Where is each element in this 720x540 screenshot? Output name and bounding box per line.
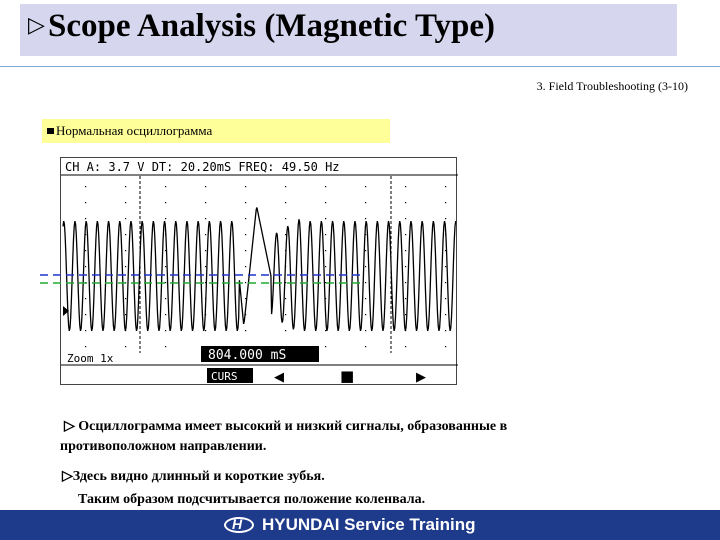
grid-dot xyxy=(445,298,446,299)
note-1-text-a: Осциллограмма имеет высокий и низкий сигналы, образованные в xyxy=(78,419,508,434)
grid-dot xyxy=(365,186,366,187)
stop-icon[interactable]: ■ xyxy=(340,367,355,385)
grid-dot xyxy=(325,234,326,235)
grid-dot xyxy=(325,250,326,251)
grid-dot xyxy=(445,266,446,267)
grid-dot xyxy=(285,330,286,331)
grid-dot xyxy=(85,346,86,347)
grid-dot xyxy=(365,346,366,347)
note-2-text: Здесь видно длинный и короткие зубья. xyxy=(72,469,325,484)
grid-dot xyxy=(165,282,166,283)
square-bullet-icon xyxy=(47,128,54,134)
curs-softkey-label: CURS xyxy=(211,370,238,383)
grid-dot xyxy=(165,202,166,203)
grid-dot xyxy=(285,314,286,315)
play-triangle-icon: ▷ xyxy=(28,13,45,38)
grid-dot xyxy=(245,266,246,267)
grid-dot xyxy=(125,218,126,219)
grid-dot xyxy=(445,346,446,347)
grid-dot xyxy=(365,298,366,299)
grid-dot xyxy=(165,218,166,219)
grid-dot xyxy=(285,218,286,219)
grid-dot xyxy=(405,186,406,187)
grid-dot xyxy=(365,266,366,267)
grid-dot xyxy=(85,282,86,283)
grid-dot xyxy=(245,298,246,299)
grid-dot xyxy=(285,298,286,299)
grid-dot xyxy=(205,186,206,187)
grid-dot xyxy=(205,218,206,219)
grid-dot xyxy=(165,266,166,267)
grid-dot xyxy=(365,218,366,219)
grid-dot xyxy=(405,314,406,315)
note-3: Таким образом подсчитывается положение коленвала. xyxy=(78,492,426,507)
note-2 xyxy=(62,468,325,485)
title-bar xyxy=(20,4,677,56)
oscilloscope-waveform xyxy=(61,158,458,386)
grid-dot xyxy=(165,346,166,347)
grid-dot xyxy=(85,202,86,203)
grid-dot xyxy=(325,330,326,331)
grid-dot xyxy=(365,314,366,315)
grid-dot xyxy=(85,250,86,251)
section-label: Нормальная осциллограмма xyxy=(56,123,213,138)
grid-dot xyxy=(205,250,206,251)
grid-dot xyxy=(405,218,406,219)
grid-dot xyxy=(445,330,446,331)
grid-dot xyxy=(325,346,326,347)
grid-dot xyxy=(245,330,246,331)
hyundai-logo-icon xyxy=(224,517,254,533)
grid-dot xyxy=(85,298,86,299)
grid-dot xyxy=(365,330,366,331)
grid-dot xyxy=(325,218,326,219)
grid-dot xyxy=(245,282,246,283)
grid-dot xyxy=(325,202,326,203)
note-1-text-b: противоположном направлении. xyxy=(60,439,267,454)
grid-dot xyxy=(445,282,446,283)
grid-dot xyxy=(85,266,86,267)
grid-dot xyxy=(245,250,246,251)
grid-dot xyxy=(245,218,246,219)
grid-dot xyxy=(405,250,406,251)
time-readout: 804.000 mS xyxy=(208,348,287,363)
grid-dot xyxy=(125,186,126,187)
logo-letter: H xyxy=(232,516,243,532)
grid-dot xyxy=(125,250,126,251)
play-triangle-icon: ▷ xyxy=(62,469,73,484)
grid-dot xyxy=(85,314,86,315)
page-title: Scope Analysis (Magnetic Type) xyxy=(48,8,496,44)
grid-dot xyxy=(85,218,86,219)
zoom-label: Zoom 1x xyxy=(67,352,114,365)
grid-dot xyxy=(245,202,246,203)
grid-dot xyxy=(85,186,86,187)
grid-dot xyxy=(405,202,406,203)
grid-dot xyxy=(325,266,326,267)
grid-dot xyxy=(245,234,246,235)
grid-dot xyxy=(325,186,326,187)
grid-dot xyxy=(365,202,366,203)
oscilloscope-screen xyxy=(60,157,457,385)
grid-dot xyxy=(285,202,286,203)
grid-dot xyxy=(365,282,366,283)
grid-dot xyxy=(165,298,166,299)
grid-dot xyxy=(125,266,126,267)
grid-dot xyxy=(125,298,126,299)
header-divider xyxy=(0,66,720,67)
grid-dot xyxy=(125,346,126,347)
footer-bar xyxy=(0,510,720,540)
grid-dot xyxy=(125,314,126,315)
grid-dot xyxy=(365,250,366,251)
section-label-box xyxy=(42,119,390,143)
grid-dot xyxy=(165,314,166,315)
grid-dot xyxy=(445,202,446,203)
grid-dot xyxy=(125,234,126,235)
grid-dot xyxy=(445,314,446,315)
scope-status-line: CH A: 3.7 V DT: 20.20mS FREQ: 49.50 Hz xyxy=(65,160,340,174)
grid-dot xyxy=(245,186,246,187)
section-subtitle: 3. Field Troubleshooting (3-10) xyxy=(536,79,688,93)
grid-dot xyxy=(125,282,126,283)
grid-dot xyxy=(325,282,326,283)
grid-dot xyxy=(125,202,126,203)
grid-dot xyxy=(205,266,206,267)
right-arrow-icon[interactable]: ▶ xyxy=(416,370,426,385)
grid-dot xyxy=(445,186,446,187)
grid-dot xyxy=(205,330,206,331)
note-1 xyxy=(64,418,507,435)
grid-dot xyxy=(205,202,206,203)
footer-brand: HYUNDAI Service Training xyxy=(262,515,476,534)
grid-dot xyxy=(285,234,286,235)
grid-dot xyxy=(165,330,166,331)
grid-dot xyxy=(285,186,286,187)
grid-dot xyxy=(405,298,406,299)
grid-dot xyxy=(445,218,446,219)
grid-dot xyxy=(405,346,406,347)
signal-waveform xyxy=(63,208,456,331)
grid-dot xyxy=(205,234,206,235)
left-arrow-icon[interactable]: ◀ xyxy=(274,370,284,385)
grid-dot xyxy=(405,282,406,283)
grid-dot xyxy=(405,266,406,267)
grid-dot xyxy=(165,186,166,187)
grid-dot xyxy=(405,234,406,235)
play-triangle-icon: ▷ xyxy=(64,419,75,434)
grid-dot xyxy=(85,330,86,331)
